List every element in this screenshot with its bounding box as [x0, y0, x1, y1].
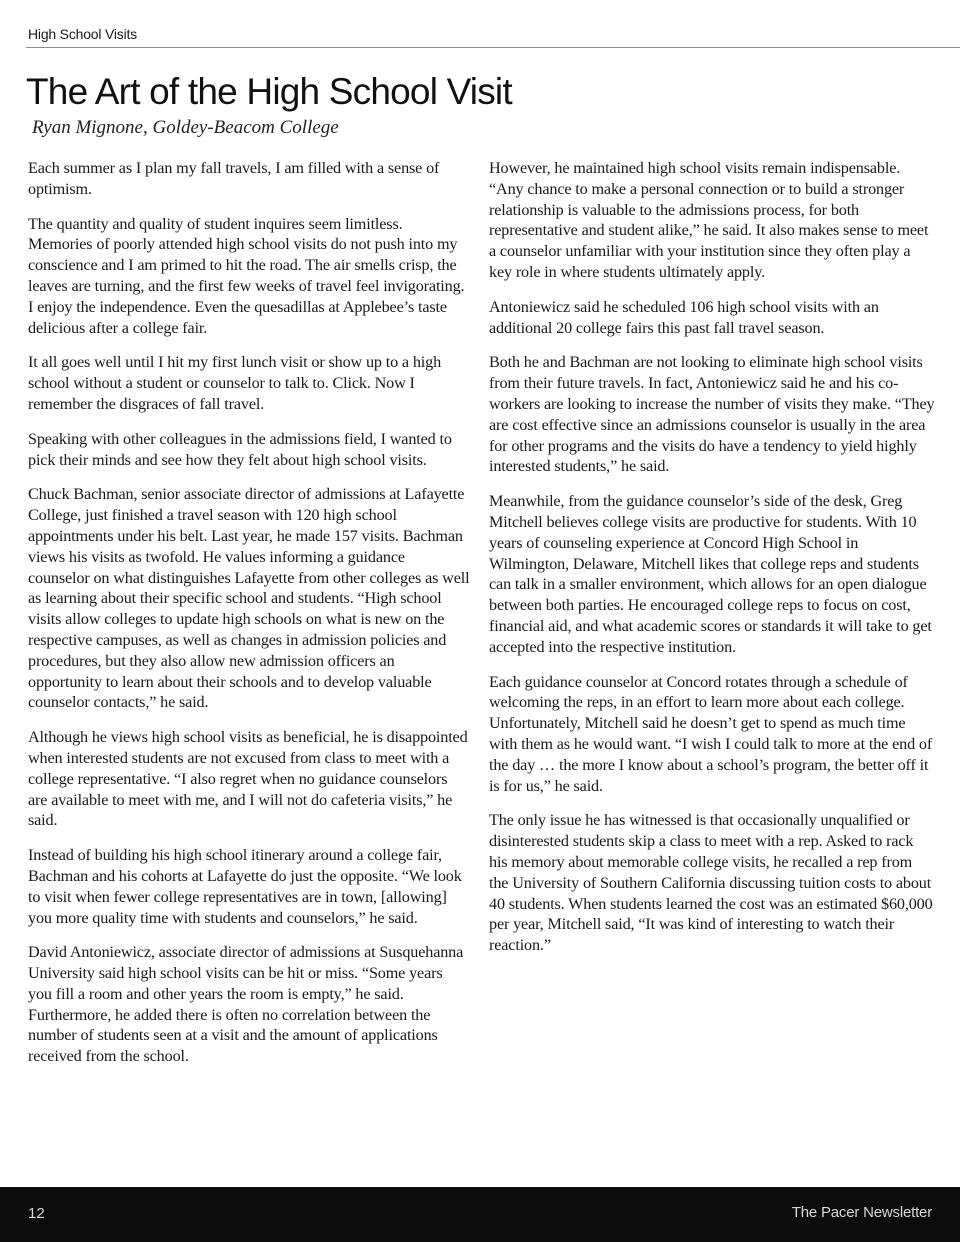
paragraph: Meanwhile, from the guidance counselor’s side of the desk, Greg Mitchell believes college visits are productive for students. With 10 years of counseling experience at Concord High School in Wilmington, Delaware, Mitchell likes that college reps and students can talk in a smaller environment, which allows for an open dialogue between both parties. He encouraged college reps to focus on cost, financial aid, and what academic scores or standards it will take to get accepted into the respective institution. — [489, 492, 932, 656]
paragraph: Chuck Bachman, senior associate director of admissions at Lafayette College, just finished a travel season with 120 high school appointments under his belt. Last year, he made 157 visits. Bachman views his visits as twofold. He values informing a guidance counselor on what distinguishes Lafayette from other colleges as well as learning about their specific school and students. “High school visits allow colleges to update high schools on what is new on the respective campuses, as well as changes in admission policies and procedures, but they also allow new admission officers an opportunity to learn about their schools and to develop valuable counselor contacts,” he said. — [28, 485, 470, 712]
running-header: High School Visits — [28, 26, 137, 42]
paragraph: The only issue he has witnessed is that occasionally unqualified or disinterested students skip a class to meet with a rep. Asked to rack his memory about memorable college visits, he recalled a rep from the University of Southern California discussing tuition costs to about 40 students. When students learned the cost was an estimated $60,000 per year, Mitchell said, “It was kind of interesting to watch their reaction.” — [489, 811, 933, 955]
paragraph: Each guidance counselor at Concord rotates through a schedule of welcoming the reps, in an effort to learn more about each college. Unfortunately, Mitchell said he doesn’t get to spend as much time with them as he would want. “I wish I could talk to more at the end of the day … the more I know about a school’s program, the better off it is for us,” he said. — [489, 672, 933, 795]
paragraph: Speaking with other colleagues in the admissions field, I wanted to pick their minds and see how they felt about high school visits. — [28, 429, 452, 469]
article-title: The Art of the High School Visit — [26, 71, 512, 112]
paragraph: It all goes well until I hit my first lunch visit or show up to a high school without a student or counselor to talk to. Click. Now I remember the disgraces of fall travel. — [28, 353, 442, 413]
paragraph: Although he views high school visits as beneficial, he is disappointed when interested students are not excused from class to meet with a college representative. “I also regret when no guidance counselors are available to meet with me, and I will not do cafeteria visits,” he said. — [28, 728, 468, 830]
paragraph: David Antoniewicz, associate director of admissions at Susquehanna University said high school visits can be hit or miss. “Some years you fill a room and other years the room is empty,” he said. Furthermore, he added there is often no correlation between the number of students seen at a visit and the amount of applications received from the school. — [28, 943, 464, 1066]
paragraph: However, he maintained high school visits remain indispensable. “Any chance to make a personal connection or to build a stronger relationship is valuable to the admissions process, for both representative and student alike,” he said. It also makes sense to meet a counselor unfamiliar with your institution since they often play a key role in where students ultimately apply. — [489, 159, 929, 281]
paragraph: Antoniewicz said he scheduled 106 high school visits with an additional 20 college fairs this past fall travel season. — [489, 297, 879, 337]
paragraph: Each summer as I plan my fall travels, I am filled with a sense of optimism. — [28, 159, 440, 198]
right-column — [489, 158, 935, 970]
page-number: 12 — [28, 1205, 45, 1222]
article-byline: Ryan Mignone, Goldey-Beacom College — [32, 117, 339, 138]
footer-bar — [0, 1187, 960, 1242]
header-divider — [26, 47, 960, 48]
paragraph: Instead of building his high school itinerary around a college fair, Bachman and his cohorts at Lafayette do just the opposite. “We look to visit when fewer college representatives are in town, [allowing] you more quality time with students and counselors,” he said. — [28, 846, 462, 927]
publication-name: The Pacer Newsletter — [791, 1204, 932, 1221]
paragraph: Both he and Bachman are not looking to eliminate high school visits from their future travels. In fact, Antoniewicz said he and his co-workers are looking to increase the number of visits they make. “They are cost effective since an admissions counselor is usually in the area for other programs and the visits do have a tendency to yield highly interested students,” he said. — [489, 353, 935, 476]
paragraph: The quantity and quality of student inquires seem limitless. Memories of poorly attended high school visits do not push into my conscience and I am primed to hit the road. The air smells crisp, the leaves are turning, and the first few weeks of travel feel invigorating. I enjoy the independence. Even the quesadillas at Applebee’s taste delicious after a college fair. — [28, 214, 465, 337]
left-column — [28, 158, 470, 1081]
